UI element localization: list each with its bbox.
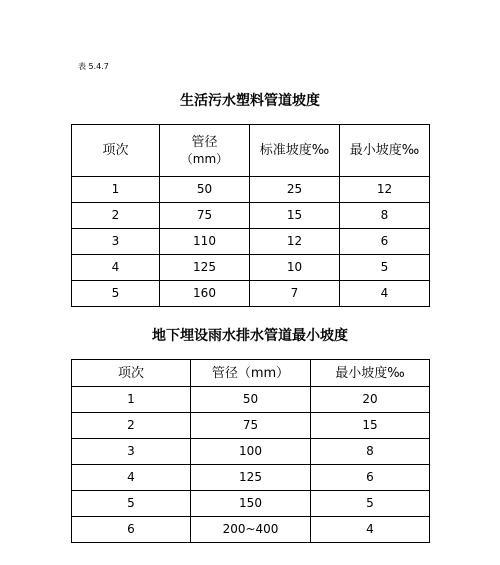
cell-item-no: 4 xyxy=(72,255,160,281)
cell-min-slope: 8 xyxy=(311,439,430,465)
cell-diameter: 160 xyxy=(160,281,250,307)
cell-diameter: 150 xyxy=(191,491,311,517)
header-item-no: 项次 xyxy=(72,360,191,387)
table-row xyxy=(72,413,430,439)
plastic-pipe-slope-table xyxy=(71,124,430,307)
rainwater-pipe-slope-table xyxy=(71,359,430,543)
table-row xyxy=(72,255,430,281)
table-row xyxy=(72,177,430,203)
cell-diameter: 50 xyxy=(160,177,250,203)
cell-min-slope: 4 xyxy=(311,517,430,543)
table1-title: 生活污水塑料管道坡度 xyxy=(180,93,320,109)
cell-diameter: 110 xyxy=(160,229,250,255)
cell-item-no: 1 xyxy=(72,387,191,413)
table1-header-row xyxy=(72,125,430,177)
cell-diameter: 200~400 xyxy=(191,517,311,543)
cell-min-slope: 8 xyxy=(340,203,430,229)
cell-diameter: 50 xyxy=(191,387,311,413)
table-label: 表 5.4.7 xyxy=(78,62,109,71)
cell-standard-slope: 7 xyxy=(250,281,340,307)
cell-item-no: 3 xyxy=(72,229,160,255)
cell-item-no: 5 xyxy=(72,281,160,307)
header-min-slope: 最小坡度‰ xyxy=(311,360,430,387)
cell-min-slope: 20 xyxy=(311,387,430,413)
header-pipe-diameter: 管径（mm） xyxy=(191,360,311,387)
cell-item-no: 1 xyxy=(72,177,160,203)
header-standard-slope: 标准坡度‰ xyxy=(250,125,340,177)
cell-min-slope: 4 xyxy=(340,281,430,307)
table-row xyxy=(72,387,430,413)
cell-standard-slope: 15 xyxy=(250,203,340,229)
cell-diameter: 125 xyxy=(191,465,311,491)
cell-item-no: 2 xyxy=(72,413,191,439)
cell-diameter: 75 xyxy=(191,413,311,439)
header-pipe-diameter-unit: （mm） xyxy=(180,151,229,166)
header-item-no: 项次 xyxy=(72,125,160,177)
header-pipe-diameter-label: 管径 xyxy=(191,134,218,150)
cell-diameter: 125 xyxy=(160,255,250,281)
cell-standard-slope: 25 xyxy=(250,177,340,203)
cell-item-no: 4 xyxy=(72,465,191,491)
cell-diameter: 100 xyxy=(191,439,311,465)
header-min-slope: 最小坡度‰ xyxy=(340,125,430,177)
cell-min-slope: 12 xyxy=(340,177,430,203)
cell-min-slope: 5 xyxy=(311,491,430,517)
table-row xyxy=(72,203,430,229)
table-row xyxy=(72,281,430,307)
cell-standard-slope: 10 xyxy=(250,255,340,281)
cell-min-slope: 6 xyxy=(311,465,430,491)
cell-diameter: 75 xyxy=(160,203,250,229)
table-row xyxy=(72,491,430,517)
cell-standard-slope: 12 xyxy=(250,229,340,255)
cell-item-no: 2 xyxy=(72,203,160,229)
cell-item-no: 6 xyxy=(72,517,191,543)
table2-title: 地下埋设雨水排水管道最小坡度 xyxy=(152,328,348,344)
cell-item-no: 3 xyxy=(72,439,191,465)
cell-item-no: 5 xyxy=(72,491,191,517)
cell-min-slope: 6 xyxy=(340,229,430,255)
header-pipe-diameter xyxy=(160,125,250,177)
table-row xyxy=(72,229,430,255)
table-row xyxy=(72,517,430,543)
cell-min-slope: 15 xyxy=(311,413,430,439)
table-row xyxy=(72,465,430,491)
cell-min-slope: 5 xyxy=(340,255,430,281)
table-row xyxy=(72,439,430,465)
table2-header-row xyxy=(72,360,430,387)
